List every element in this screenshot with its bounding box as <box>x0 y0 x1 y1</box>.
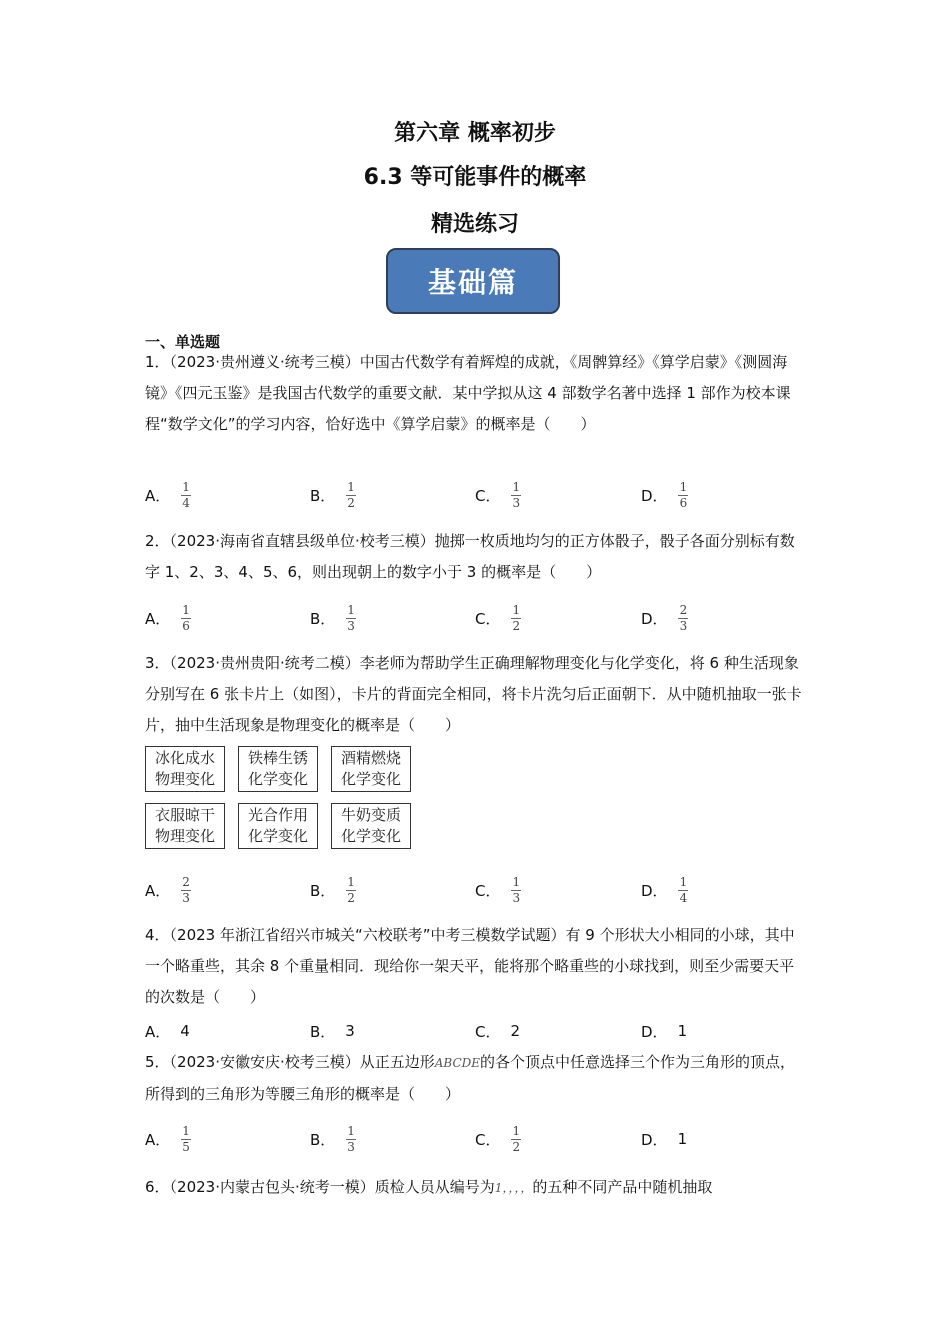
card: 牛奶变质 化学变化 <box>331 803 411 849</box>
fraction: $\frac{1}{4}$ <box>182 479 190 510</box>
fraction: $\frac{1}{2}$ <box>512 602 521 633</box>
question-6: 6．（2023·内蒙古包头·统考一模）质检人员从编号为1，，，，的五种不同产品中随机抽取 <box>145 1178 713 1196</box>
fraction: $\frac{1}{3}$ <box>512 874 521 905</box>
question-1-options <box>145 475 805 515</box>
fraction: $\frac{2}{3}$ <box>679 602 688 633</box>
fraction: $\frac{1}{5}$ <box>182 1123 190 1154</box>
option-a: A． $\frac{1}{4}$ <box>145 479 190 510</box>
option-b: B． $\frac{1}{2}$ <box>310 874 355 905</box>
section-title: 6.3 等可能事件的概率 <box>363 165 587 190</box>
option-c: C． $\frac{1}{2}$ <box>475 1123 521 1154</box>
card: 衣服晾干 物理变化 <box>145 803 225 849</box>
option-c: C． $\frac{1}{2}$ <box>475 602 521 633</box>
fraction: $\frac{2}{3}$ <box>182 874 190 905</box>
option-b: B． $\frac{1}{3}$ <box>310 1123 355 1154</box>
option-a: A． 4 <box>145 1022 190 1041</box>
question-4: 4．（2023 年浙江省绍兴市城关“六校联考”中考三模数学试题）有 9 个形状大小相同的小球，其中一个略重些，其余 8 个重量相同．现给你一架天平，能将那个略重些的小球找到，则至少需要天平的次数是（ ） <box>145 926 795 1006</box>
question-3-options <box>145 870 805 910</box>
question-4-options <box>145 1011 805 1051</box>
subtitle: 精选练习 <box>430 212 519 237</box>
option-c: C． $\frac{1}{3}$ <box>475 479 521 510</box>
fraction: $\frac{1}{2}$ <box>347 479 355 510</box>
option-c: C． 2 <box>475 1022 521 1041</box>
option-d: D． 1 <box>641 1022 688 1041</box>
question-5: 5．（2023·安徽安庆·校考三模）从正五边形ABCDE的各个顶点中任意选择三个作为三角形的顶点，所得到的三角形为等腰三角形的概率是（ ） <box>145 1053 796 1103</box>
level-badge: 基础篇 <box>386 248 560 314</box>
fraction: $\frac{1}{3}$ <box>347 602 355 633</box>
card: 铁棒生锈 化学变化 <box>238 746 318 792</box>
fraction: $\frac{1}{2}$ <box>347 874 355 905</box>
option-a: A． $\frac{1}{5}$ <box>145 1123 190 1154</box>
option-b: B． $\frac{1}{2}$ <box>310 479 355 510</box>
part-heading: 一、单选题 <box>145 333 221 351</box>
fraction: $\frac{1}{4}$ <box>679 874 688 905</box>
option-c: C． $\frac{1}{3}$ <box>475 874 521 905</box>
fraction: $\frac{1}{2}$ <box>512 1123 521 1154</box>
chapter-title: 第六章 概率初步 <box>394 121 556 146</box>
card: 酒精燃烧 化学变化 <box>331 746 411 792</box>
question-5-options <box>145 1119 805 1159</box>
question-1: 1．（2023·贵州遵义·统考三模）中国古代数学有着辉煌的成就，《周髀算经》《算学启蒙》《测圆海镜》《四元玉鉴》是我国古代数学的重要文献．某中学拟从这 4 部数学名著中选择 1 部作为校本课程“数学文化”的学习内容，恰好选中《算学启蒙》的概率是（ ） <box>145 353 791 433</box>
option-d: D． $\frac{2}{3}$ <box>641 602 688 633</box>
option-d: D． 1 <box>641 1130 688 1149</box>
option-d: D． $\frac{1}{6}$ <box>641 479 688 510</box>
option-d: D． $\frac{1}{4}$ <box>641 874 688 905</box>
fraction: $\frac{1}{6}$ <box>182 602 190 633</box>
fraction: $\frac{1}{3}$ <box>347 1123 355 1154</box>
card: 光合作用 化学变化 <box>238 803 318 849</box>
question-2: 2．（2023·海南省直辖县级单位·校考三模）抛掷一枚质地均匀的正方体骰子，骰子各面分别标有数字 1、2、3、4、5、6，则出现朝上的数字小于 3 的概率是（ ） <box>145 532 795 581</box>
option-a: A． $\frac{2}{3}$ <box>145 874 190 905</box>
question-3: 3．（2023·贵州贵阳·统考二模）李老师为帮助学生正确理解物理变化与化学变化，将 6 种生活现象分别写在 6 张卡片上（如图），卡片的背面完全相同，将卡片洗匀后正面朝下．从中随机抽取一张卡片，抽中生活现象是物理变化的概率是（ ） <box>145 654 802 734</box>
math-expression: 1，，，， <box>494 1181 533 1195</box>
math-expression: ABCDE <box>434 1056 481 1070</box>
option-a: A． $\frac{1}{6}$ <box>145 602 190 633</box>
fraction: $\frac{1}{3}$ <box>512 479 521 510</box>
option-b: B． $\frac{1}{3}$ <box>310 602 355 633</box>
fraction: $\frac{1}{6}$ <box>679 479 688 510</box>
option-b: B． 3 <box>310 1022 355 1041</box>
question-2-options <box>145 598 805 638</box>
card: 冰化成水 物理变化 <box>145 746 225 792</box>
